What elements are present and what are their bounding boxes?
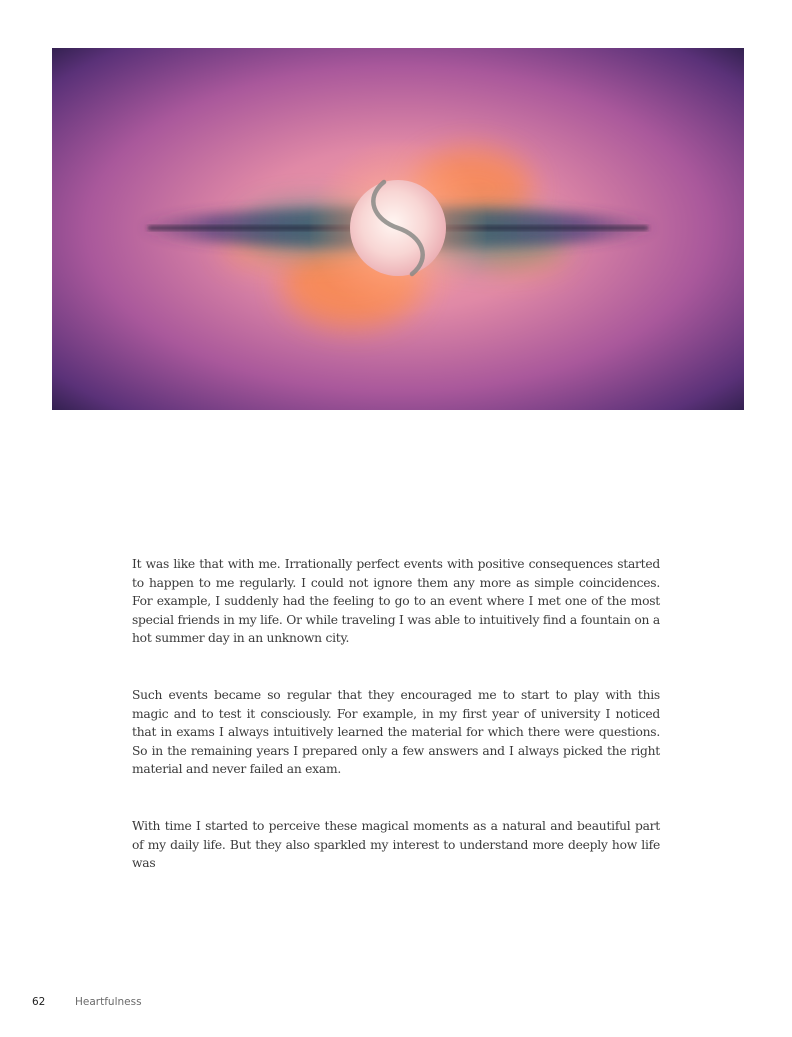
abstract-light-artwork — [52, 48, 744, 410]
paragraph-1: It was like that with me. Irrationally perfect events with positive consequences started to happen to me regularly. I could not ignore them any more as simple coincidences. For example, I suddenly had the feeling to go to an event where I met one of the most special friends in my life. Or while traveling I was able to intuitively find a fountain on a hot summer day in an unknown city. — [132, 557, 660, 646]
paragraph-3: With time I started to perceive these magical moments as a natural and beautiful part of my daily life. But they also sparkled my interest to understand more deeply how life was — [132, 818, 660, 871]
article-body — [132, 555, 660, 911]
page-footer — [32, 996, 142, 1008]
paragraph-2: Such events became so regular that they encouraged me to start to play with this magic and to test it consciously. For example, in my first year of university I noticed that in exams I always intuitively learned the material for which there were questions. So in the remaining years I prepared only a few answers and I always picked the right material and never failed an exam. — [132, 687, 660, 777]
publication-name: Heartfulness — [75, 996, 142, 1008]
hero-illustration — [52, 48, 744, 410]
page-number: 62 — [32, 996, 46, 1008]
